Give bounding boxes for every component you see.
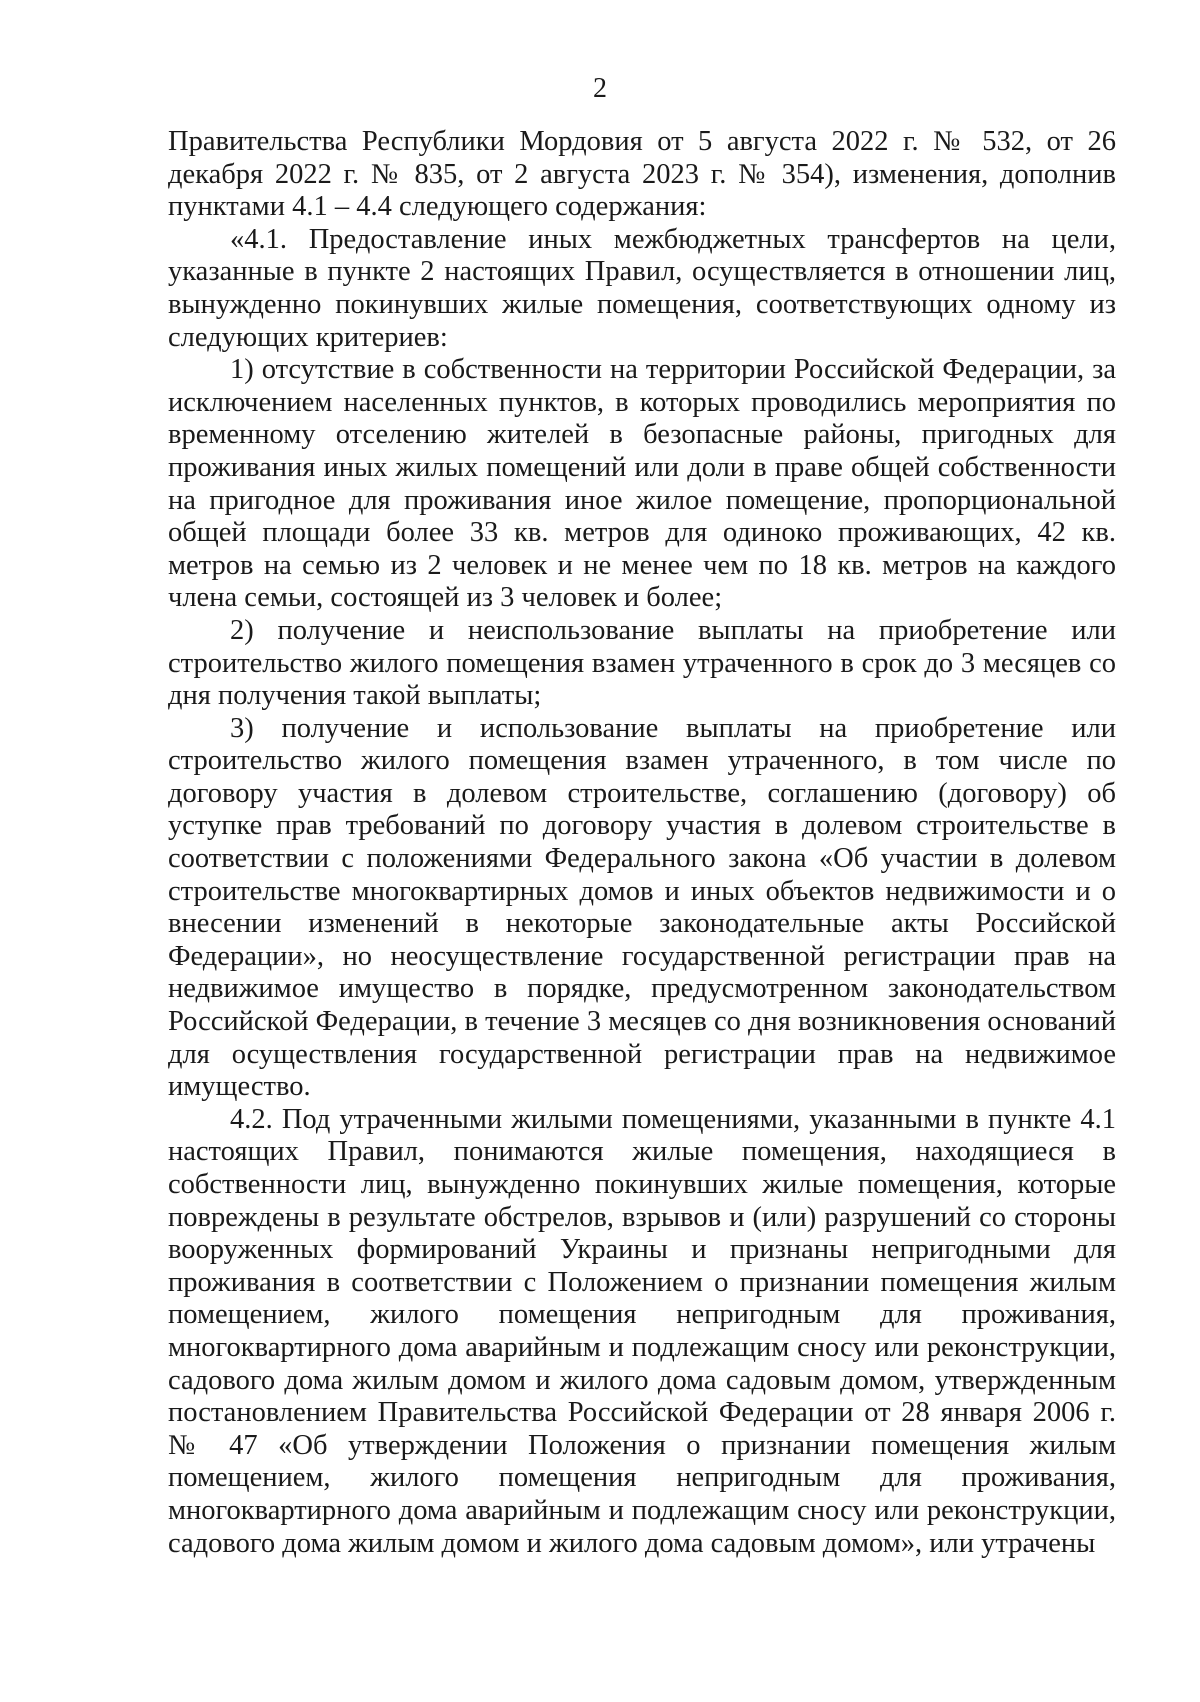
document-body <box>168 126 1116 1560</box>
paragraph-criterion-3: 3) получение и использование выплаты на приобретение или строительство жилого помещения взамен утраченного, в том числе по договору участия в долевом строительстве, соглашению (договору) об уступке прав требований по договору участия в долевом строительстве в соответствии с положениями Федерального закона «Об участии в долевом строительстве многоквартирных домов и иных объектов недвижимости и о внесении изменений в некоторые законодательные акты Российской Федерации», но неосуществление государственной регистрации прав на недвижимое имущество в порядке, предусмотренном законодательством Российской Федерации, в течение 3 месяцев со дня возникновения оснований для осуществления государственной регистрации прав на недвижимое имущество. <box>168 712 1116 1103</box>
paragraph-continuation: Правительства Республики Мордовия от 5 августа 2022 г. № 532, от 26 декабря 2022 г. № 835, от 2 августа 2023 г. № 354), изменения, дополнив пунктами 4.1 – 4.4 следующего содержания: <box>168 126 1116 223</box>
paragraph-4-2: 4.2. Под утраченными жилыми помещениями, указанными в пункте 4.1 настоящих Правил, понимаются жилые помещения, находящиеся в собственности лиц, вынужденно покинувших жилые помещения, которые повреждены в результате обстрелов, взрывов и (или) разрушений со стороны вооруженных формирований Украины и признаны непригодными для проживания в соответствии с Положением о признании помещения жилым помещением, жилого помещения непригодным для проживания, многоквартирного дома аварийным и подлежащим сносу или реконструкции, садового дома жилым домом и жилого дома садовым домом, утвержденным постановлением Правительства Российской Федерации от 28 января 2006 г. № 47 «Об утверждении Положения о признании помещения жилым помещением, жилого помещения непригодным для проживания, многоквартирного дома аварийным и подлежащим сносу или реконструкции, садового дома жилым домом и жилого дома садовым домом», или утрачены <box>168 1103 1116 1559</box>
page-number: 2 <box>593 73 607 104</box>
paragraph-criterion-1: 1) отсутствие в собственности на территории Российской Федерации, за исключением населенных пунктов, в которых проводились мероприятия по временному отселению жителей в безопасные районы, пригодных для проживания иных жилых помещений или доли в праве общей собственности на пригодное для проживания иное жилое помещение, пропорциональной общей площади более 33 кв. метров для одиноко проживающих, 42 кв. метров на семью из 2 человек и не менее чем по 18 кв. метров на каждого члена семьи, состоящей из 3 человек и более; <box>168 354 1116 614</box>
paragraph-criterion-2: 2) получение и неиспользование выплаты на приобретение или строительство жилого помещения взамен утраченного в срок до 3 месяцев со дня получения такой выплаты; <box>168 614 1116 712</box>
paragraph-4-1: «4.1. Предоставление иных межбюджетных трансфертов на цели, указанные в пункте 2 настоящих Правил, осуществляется в отношении лиц, вынужденно покинувших жилые помещения, соответствующих одному из следующих критериев: <box>168 223 1116 353</box>
